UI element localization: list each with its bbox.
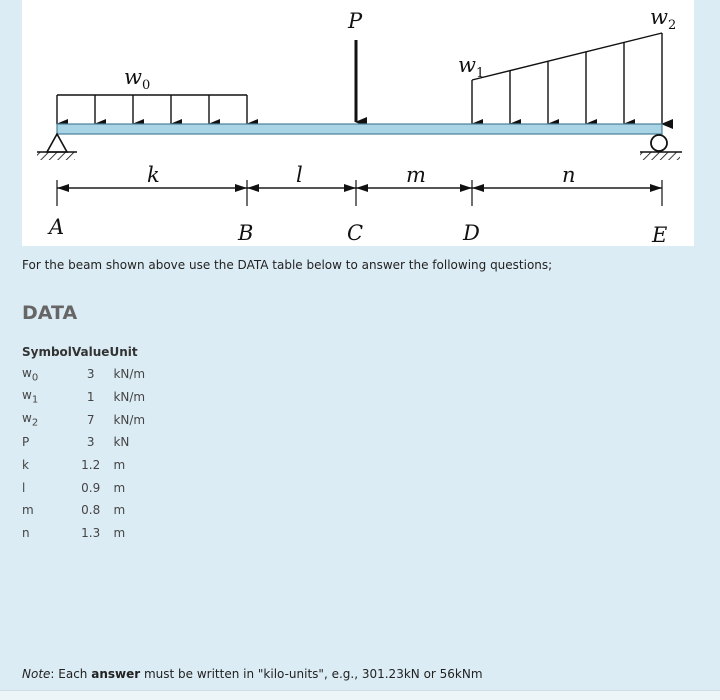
point-D-label: D	[463, 221, 480, 245]
unit-cell: m	[113, 526, 126, 541]
dim-m-label: m	[406, 163, 426, 187]
point-B-label: B	[238, 221, 254, 245]
table-row	[22, 476, 145, 499]
unit-cell: kN/m	[113, 412, 146, 427]
w1-label: $w_1$	[458, 53, 485, 81]
symbol-cell: n	[22, 526, 30, 541]
point-E-label: E	[652, 223, 668, 246]
value-cell: 7	[86, 412, 95, 427]
value-cell: 1	[86, 390, 95, 405]
varying-load-w1-w2	[458, 5, 676, 124]
point-C-label: C	[347, 221, 364, 245]
value-cell: 1.2	[81, 458, 101, 473]
table-row	[22, 454, 145, 477]
P-label: P	[348, 9, 363, 33]
table-row	[22, 431, 145, 454]
point-A-label: A	[49, 215, 65, 239]
symbol-cell: P	[22, 435, 30, 450]
table-row	[22, 386, 145, 409]
symbol-cell: l	[22, 480, 26, 495]
question-page	[6, 0, 718, 699]
table-row	[22, 522, 145, 545]
w0-label: $w_0$	[124, 65, 151, 93]
beam-figure	[22, 0, 694, 246]
table-header-row	[22, 343, 145, 363]
data-table	[22, 343, 145, 545]
unit-cell: m	[113, 503, 126, 518]
note-bold: answer	[91, 667, 141, 681]
note-label: Note	[22, 667, 51, 681]
uniform-load-w0	[57, 65, 247, 124]
beam	[57, 124, 662, 134]
roller-support-E	[640, 135, 682, 160]
unit-cell: kN/m	[113, 390, 146, 405]
unit-cell: m	[113, 480, 126, 495]
value-cell: 1.3	[81, 526, 101, 541]
intro-text: For the beam shown above use the DATA table below to answer the following questions;	[22, 258, 553, 272]
symbol-cell: k	[22, 458, 29, 473]
table-row	[22, 363, 145, 386]
value-cell: 0.9	[81, 480, 101, 495]
unit-cell: kN	[113, 435, 130, 450]
table-row	[22, 408, 145, 431]
dim-l-label: l	[296, 163, 303, 187]
dim-k-label: k	[147, 163, 160, 187]
dim-n-label: n	[562, 163, 576, 187]
data-heading: DATA	[22, 302, 78, 324]
note-text: Note: Each answer must be written in "kilo-units", e.g., 301.23kN or 56kNm	[22, 667, 483, 681]
symbol-cell: $w_2$	[22, 411, 39, 429]
symbol-cell: $w_0$	[22, 365, 39, 384]
header-unit: Unit	[109, 345, 138, 359]
value-cell: 3	[86, 367, 95, 382]
pin-support-A	[37, 134, 77, 160]
symbol-cell: m	[22, 503, 34, 518]
unit-cell: kN/m	[113, 367, 146, 382]
w2-label: $w_2$	[650, 5, 677, 33]
symbol-cell: $w_1$	[22, 388, 39, 406]
table-row	[22, 499, 145, 522]
point-load-P	[347, 9, 363, 122]
value-cell: 0.8	[81, 503, 101, 518]
unit-cell: m	[113, 458, 126, 473]
header-value: Value	[71, 345, 110, 359]
beam-diagram	[22, 0, 694, 246]
value-cell: 3	[86, 435, 95, 450]
header-symbol: Symbol	[22, 345, 72, 359]
dimension-line	[57, 163, 662, 206]
